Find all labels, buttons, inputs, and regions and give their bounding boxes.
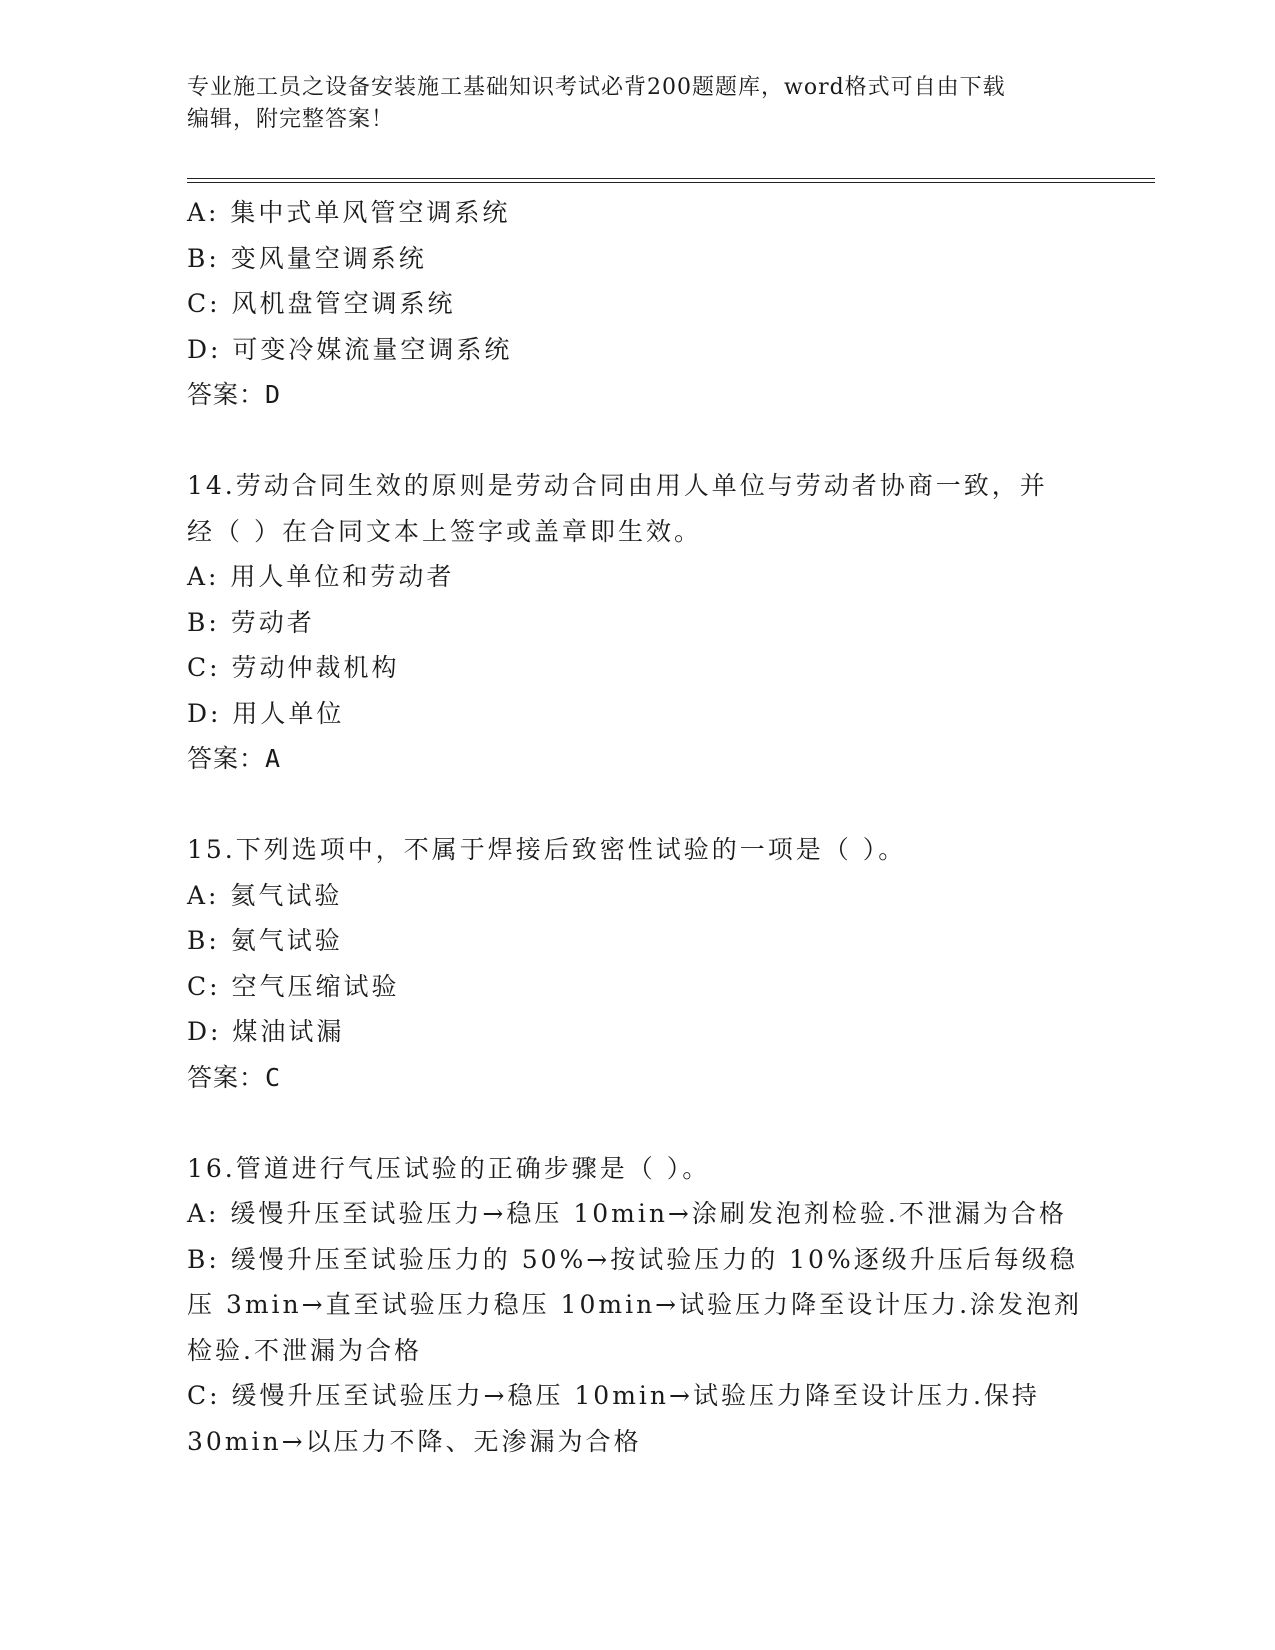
option-d: D: 煤油试漏 (187, 1017, 345, 1046)
header-divider (187, 178, 1155, 179)
option-b-continued: 压 3min→直至试验压力稳压 10min→试验压力降至设计压力.涂发泡剂 (187, 1290, 1083, 1319)
option-c: C: 风机盘管空调系统 (187, 289, 456, 318)
answer-value: C (265, 1062, 282, 1092)
option-c: C: 空气压缩试验 (187, 971, 400, 1001)
option-b: B: 氨气试验 (187, 926, 343, 955)
option-c: C: 劳动仲裁机构 (187, 653, 400, 682)
option-b: B: 劳动者 (187, 607, 315, 637)
question-13 (187, 190, 1087, 418)
option-a: A: 集中式单风管空调系统 (187, 198, 511, 227)
header-title-line-2: 编辑，附完整答案！ (187, 107, 395, 132)
question-stem: 14.劳动合同生效的原则是劳动合同由用人单位与劳动者协商一致，并 (187, 471, 1048, 500)
question-stem-continued: 经（ ）在合同文本上签字或盖章即生效。 (187, 516, 702, 546)
answer-label: 答案： (187, 1062, 266, 1092)
question-15 (187, 827, 1087, 1100)
answer-line (187, 736, 1087, 782)
answer-label: 答案： (187, 744, 266, 773)
question-14 (187, 463, 1087, 782)
document-header (187, 72, 1067, 136)
option-c-continued: 30min→以压力不降、无渗漏为合格 (187, 1426, 642, 1456)
option-d: D: 用人单位 (187, 698, 345, 728)
answer-line (187, 372, 1087, 418)
option-d: D: 可变冷媒流量空调系统 (187, 334, 513, 364)
option-b: B: 缓慢升压至试验压力的 50%→按试验压力的 10%逐级升压后每级稳 (187, 1244, 1078, 1274)
answer-line (187, 1055, 1087, 1101)
question-stem: 15.下列选项中，不属于焊接后致密性试验的一项是（ ）。 (187, 835, 907, 864)
answer-label: 答案： (187, 380, 266, 409)
option-a: A: 用人单位和劳动者 (187, 562, 455, 591)
header-title-line-1: 专业施工员之设备安装施工基础知识考试必背200题题库，word格式可自由下载 (187, 75, 1006, 100)
option-b-continued: 检验.不泄漏为合格 (187, 1335, 422, 1365)
document-body (187, 190, 1087, 1464)
question-stem: 16.管道进行气压试验的正确步骤是（ ）。 (187, 1153, 711, 1183)
header-divider-secondary (187, 182, 1155, 183)
option-c: C: 缓慢升压至试验压力→稳压 10min→试验压力降至设计压力.保持 (187, 1381, 1040, 1410)
question-16 (187, 1146, 1087, 1465)
answer-value: A (265, 744, 282, 773)
option-a: A: 缓慢升压至试验压力→稳压 10min→涂刷发泡剂检验.不泄漏为合格 (187, 1199, 1067, 1228)
option-a: A: 氦气试验 (187, 880, 343, 910)
option-b: B: 变风量空调系统 (187, 243, 427, 273)
answer-value: D (265, 380, 282, 409)
